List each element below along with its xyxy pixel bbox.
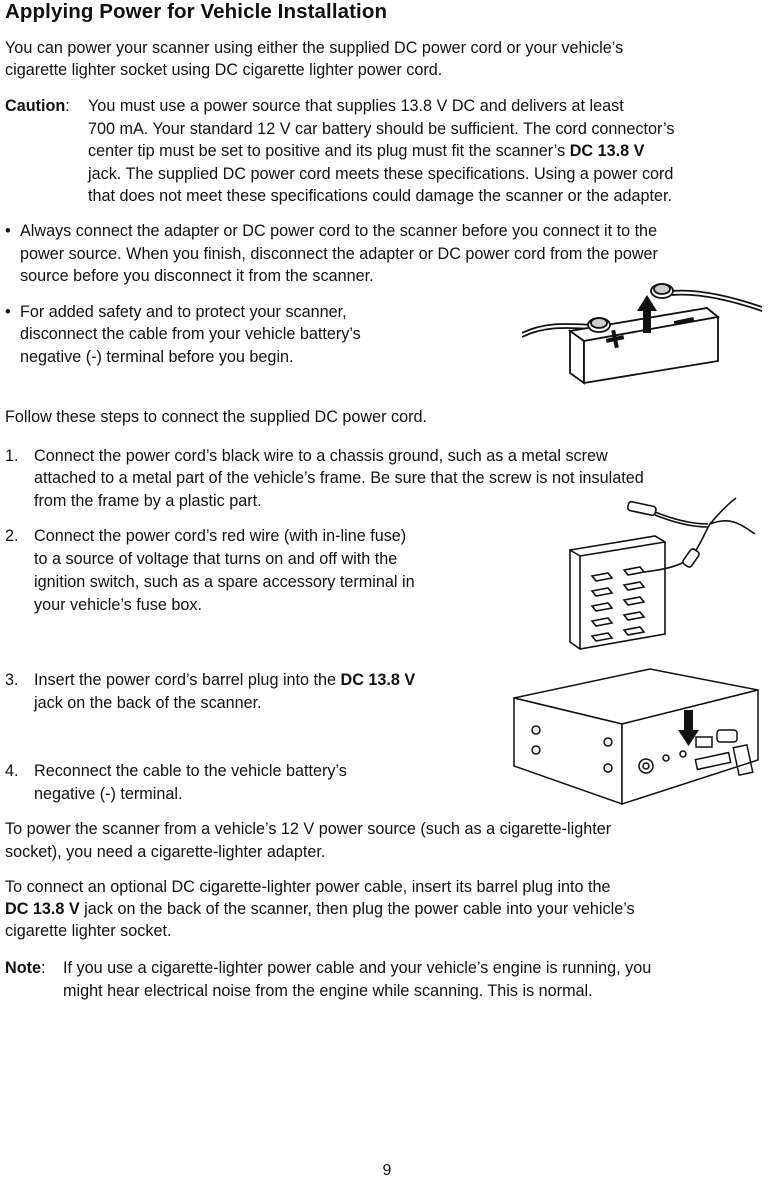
bullet-1-line-2: power source. When you finish, disconnect the adapter or DC power cord from the power xyxy=(20,245,658,263)
step-1-line-3: from the frame by a plastic part. xyxy=(34,492,262,510)
bullet-2-line-3: negative (-) terminal before you begin. xyxy=(20,348,294,366)
step-1-line-2: attached to a metal part of the vehicle’s frame. Be sure that the screw is not insulated xyxy=(34,469,644,487)
car-battery-illustration xyxy=(522,283,774,388)
step-2-line-3: ignition switch, such as a spare accessory terminal in xyxy=(34,573,415,591)
optional-cable-line-2: DC 13.8 V jack on the back of the scanner, then plug the power cable into your vehicle’s xyxy=(5,900,635,918)
intro-line-2: cigarette lighter socket using DC cigarette lighter power cord. xyxy=(5,61,443,79)
step-1-number: 1. xyxy=(5,447,19,465)
step-2-number: 2. xyxy=(5,527,19,545)
note-label: Note: xyxy=(5,959,46,977)
intro-line-1: You can power your scanner using either the supplied DC power cord or your vehicle’s xyxy=(5,39,624,57)
caution-line-1: You must use a power source that supplies 13.8 V DC and delivers at least xyxy=(88,97,624,115)
page-number: 9 xyxy=(382,1162,392,1179)
vehicle-power-line-1: To power the scanner from a vehicle’s 12 V power source (such as a cigarette-lighter xyxy=(5,820,612,838)
scanner-back-panel-illustration xyxy=(510,664,762,806)
caution-line-2: 700 mA. Your standard 12 V car battery should be sufficient. The cord connector’s xyxy=(88,120,675,138)
optional-cable-line-3: cigarette lighter socket. xyxy=(5,922,172,940)
step-2-line-2: to a source of voltage that turns on and off with the xyxy=(34,550,398,568)
bullet-dot: • xyxy=(5,303,11,321)
note-line-2: might hear electrical noise from the engine while scanning. This is normal. xyxy=(63,982,593,1000)
step-4-number: 4. xyxy=(5,762,19,780)
note-line-1: If you use a cigarette-lighter power cable and your vehicle’s engine is running, you xyxy=(63,959,652,977)
bullet-1-line-1: Always connect the adapter or DC power cord to the scanner before you connect it to the xyxy=(20,222,658,240)
bullet-dot: • xyxy=(5,222,11,240)
step-3-line-2: jack on the back of the scanner. xyxy=(34,694,262,712)
caution-line-4: jack. The supplied DC power cord meets these specifications. Using a power cord xyxy=(88,165,674,183)
caution-line-3: center tip must be set to positive and its plug must fit the scanner’s DC 13.8 V xyxy=(88,142,645,160)
bullet-2-line-1: For added safety and to protect your scanner, xyxy=(20,303,347,321)
vehicle-power-line-2: socket), you need a cigarette-lighter adapter. xyxy=(5,843,326,861)
fuse-box-illustration xyxy=(560,494,770,654)
step-4-line-2: negative (-) terminal. xyxy=(34,785,183,803)
page-title: Applying Power for Vehicle Installation xyxy=(5,0,388,23)
step-3-number: 3. xyxy=(5,671,19,689)
caution-label: Caution: xyxy=(5,97,70,115)
optional-cable-line-1: To connect an optional DC cigarette-lighter power cable, insert its barrel plug into the xyxy=(5,878,611,896)
step-2-line-4: your vehicle’s fuse box. xyxy=(34,596,202,614)
bullet-1-line-3: source before you disconnect it from the scanner. xyxy=(20,267,374,285)
bullet-2-line-2: disconnect the cable from your vehicle battery’s xyxy=(20,325,361,343)
step-3-line-1: Insert the power cord’s barrel plug into the DC 13.8 V xyxy=(34,671,416,689)
step-1-line-1: Connect the power cord’s black wire to a chassis ground, such as a metal screw xyxy=(34,447,608,465)
step-4-line-1: Reconnect the cable to the vehicle battery’s xyxy=(34,762,347,780)
caution-line-5: that does not meet these specifications could damage the scanner or the adapter. xyxy=(88,187,673,205)
follow-steps-text: Follow these steps to connect the supplied DC power cord. xyxy=(5,408,427,426)
step-2-line-1: Connect the power cord’s red wire (with in-line fuse) xyxy=(34,527,407,545)
